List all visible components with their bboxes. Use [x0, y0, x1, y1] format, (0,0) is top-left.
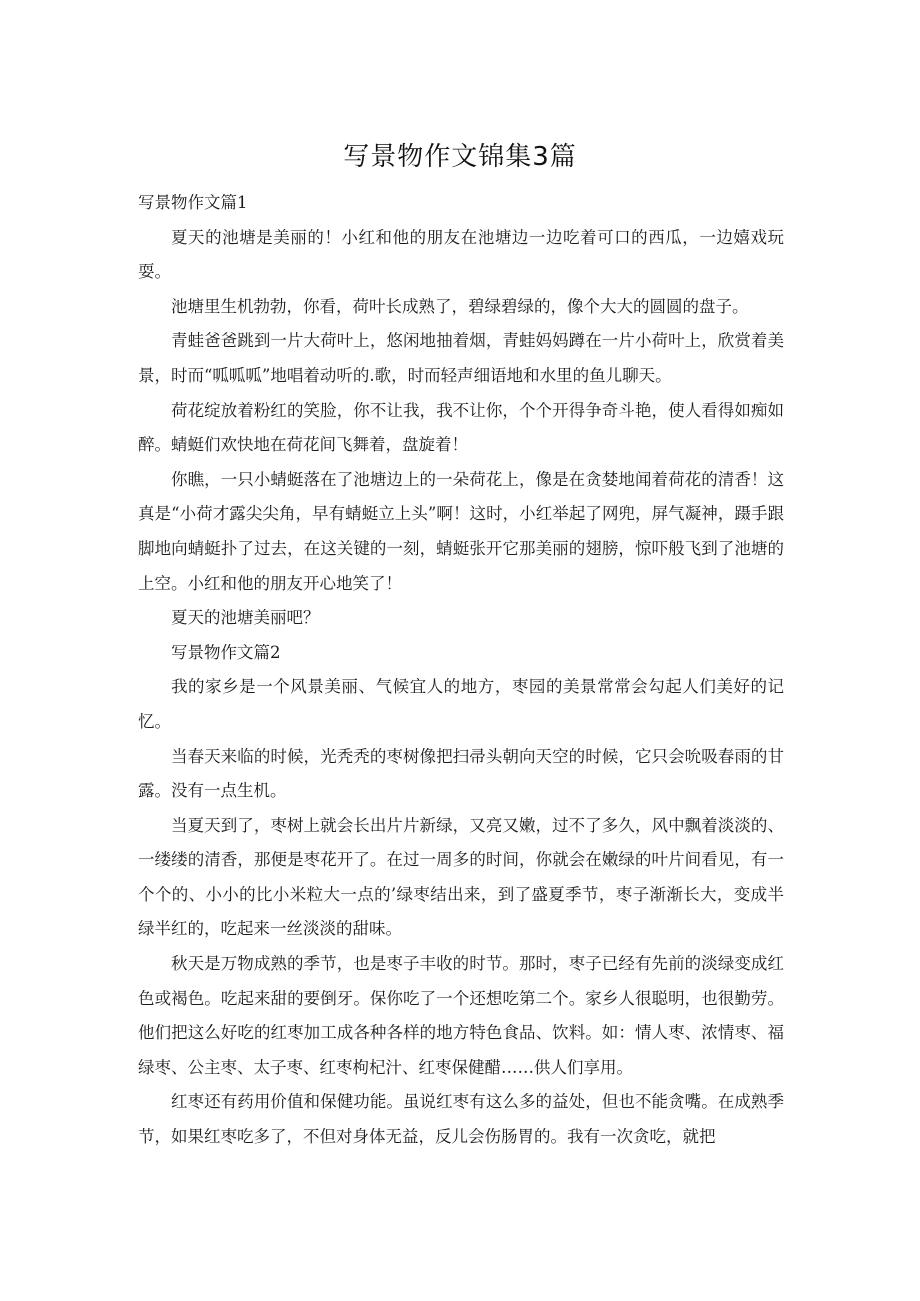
paragraph: 夏天的池塘是美丽的！小红和他的朋友在池塘边一边吃着可口的西瓜，一边嬉戏玩耍。 — [138, 227, 784, 282]
document-title: 写景物作文锦集3篇 — [343, 142, 577, 172]
paragraph: 夏天的池塘美丽吧？ — [171, 608, 320, 628]
paragraph: 荷花绽放着粉红的笑脸，你不让我，我不让你，个个开得争奇斗艳，使人看得如痴如醉。蜻蜓们欢快地在荷花间飞舞着，盘旋着！ — [138, 400, 784, 455]
paragraph: 当春天来临的时候，光秃秃的枣树像把扫帚头朝向天空的时候，它只会吮吸春雨的甘露。没有一点生机。 — [138, 746, 784, 801]
paragraph: 池塘里生机勃勃，你看，荷叶长成熟了，碧绿碧绿的，像个大大的圆圆的盘子。 — [171, 296, 749, 316]
paragraph: 秋天是万物成熟的季节，也是枣子丰收的时节。那时，枣子已经有先前的淡绿变成红色或褐色。吃起来甜的要倒牙。保你吃了一个还想吃第二个。家乡人很聪明，也很勤劳。他们把这么好吃的红枣加工成各种各样的地方特色食品、饮料。如：情人枣、浓情枣、福绿枣、公主枣、太子枣、红枣枸杞汁、红枣保健醋……供人们享用。 — [138, 954, 784, 1077]
section-heading-2: 写景物作文篇2 — [171, 642, 281, 662]
paragraph: 我的家乡是一个风景美丽、气候宜人的地方，枣园的美景常常会勾起人们美好的记忆。 — [138, 677, 784, 731]
paragraph: 你瞧，一只小蜻蜓落在了池塘边上的一朵荷花上，像是在贪婪地闻着荷花的清香！这真是“小荷才露尖尖角，早有蜻蜓立上头”啊！这时，小红举起了网兜，屏气凝神，蹑手跟脚地向蜻蜓扑了过去，在这关键的一刻，蜻蜓张开它那美丽的翅膀，惊吓般飞到了池塘的上空。小红和他的朋友开心地笑了！ — [138, 469, 784, 593]
document-body — [138, 186, 784, 1155]
section-heading-1: 写景物作文篇1 — [138, 193, 248, 212]
paragraph: 红枣还有药用价值和保健功能。虽说红枣有这么多的益处，但也不能贪嘴。在成熟季节，如果红枣吃多了，不但对身体无益，反儿会伤肠胃的。我有一次贪吃，就把 — [138, 1092, 784, 1147]
paragraph: 青蛙爸爸跳到一片大荷叶上，悠闲地抽着烟，青蛙妈妈蹲在一片小荷叶上，欣赏着美景，时而“呱呱呱”地唱着动听的.歌，时而轻声细语地和水里的鱼儿聊天。 — [138, 331, 784, 385]
paragraph: 当夏天到了，枣树上就会长出片片新绿，又亮又嫩，过不了多久，风中飘着淡淡的、一缕缕的清香，那便是枣花开了。在过一周多的时间，你就会在嫩绿的叶片间看见，有一个个的、小小的比小米粒大一点的’绿枣结出来，到了盛夏季节，枣子渐渐长大，变成半绿半红的，吃起来一丝淡淡的甜味。 — [138, 815, 784, 939]
